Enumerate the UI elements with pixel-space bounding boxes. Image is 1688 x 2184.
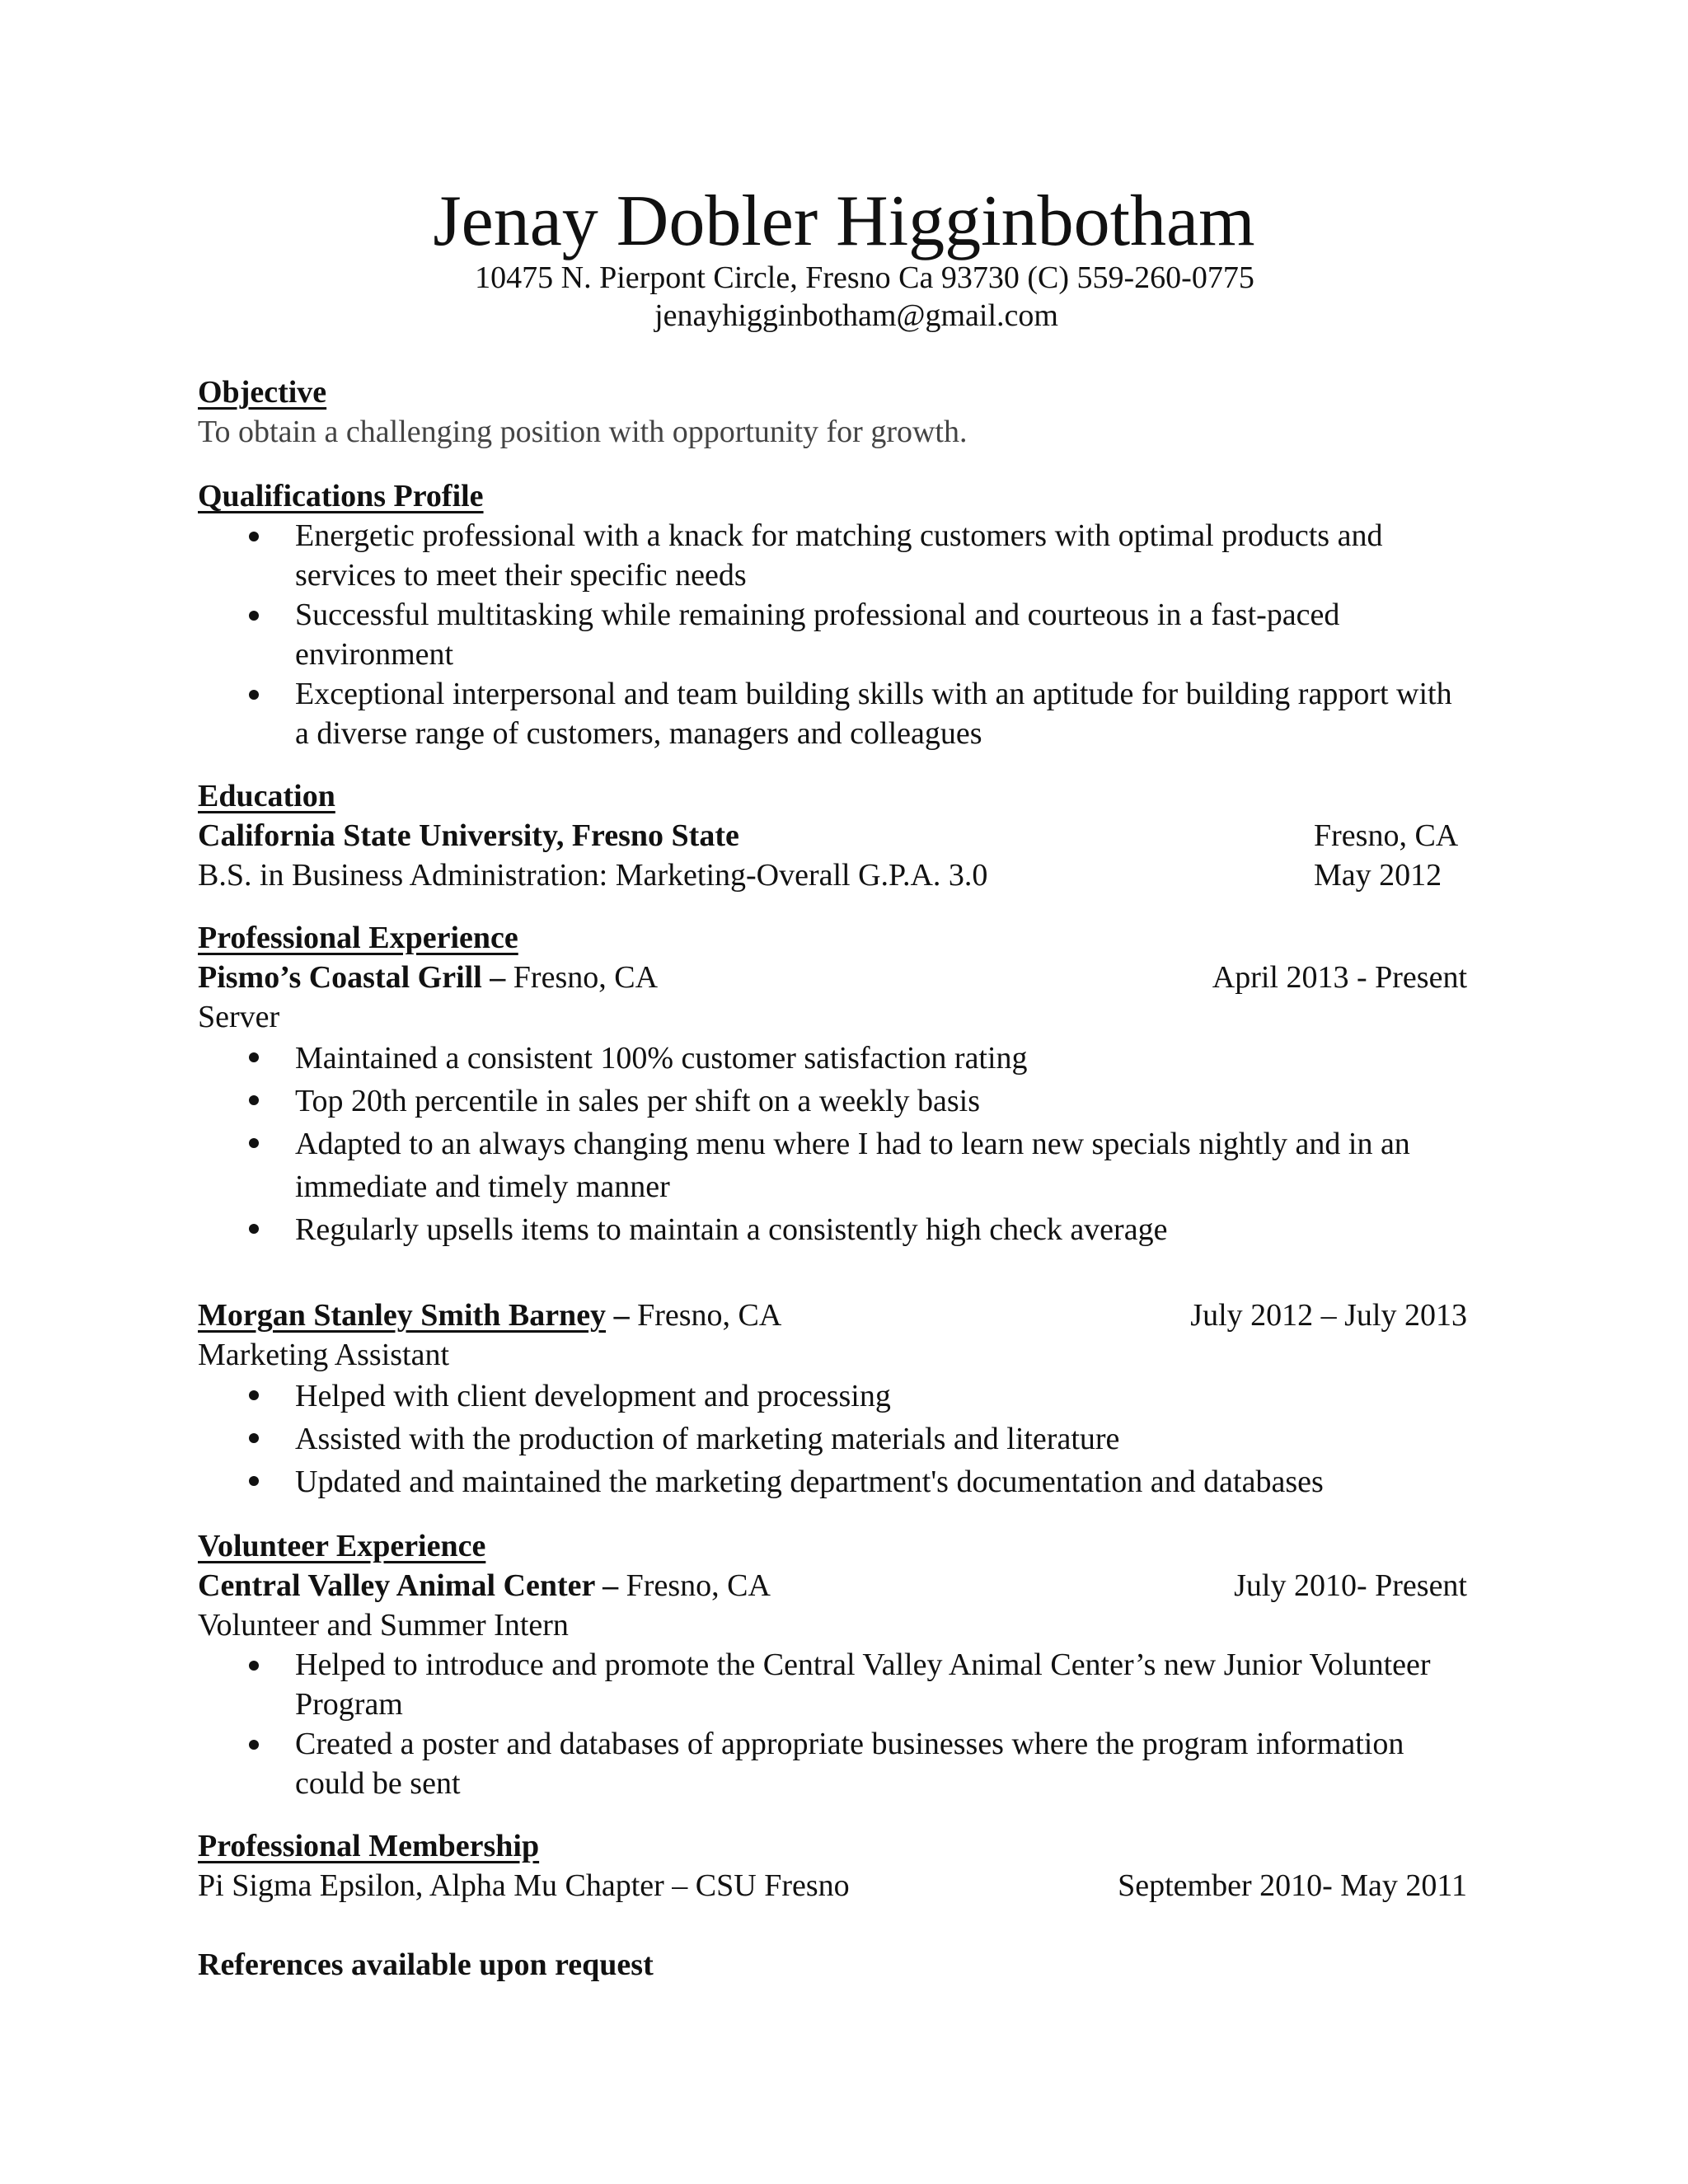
education-degree-row [198, 855, 1467, 895]
education-heading: Education [198, 779, 335, 813]
volunteer-org: Central Valley Animal Center [198, 1568, 595, 1603]
degree-text: B.S. in Business Administration: Marketing-Overall G.P.A. 3.0 [198, 858, 988, 893]
bullet-icon [249, 1661, 259, 1671]
duty-text: Adapted to an always changing menu where I had to learn new specials nightly and in an immediate and timely manner [295, 1127, 1410, 1204]
job-header-row [198, 1296, 1467, 1335]
spacer [198, 895, 1467, 918]
objective-text: To obtain a challenging position with opportunity for growth. [198, 415, 968, 449]
list-item [198, 1037, 1467, 1080]
list-item [198, 595, 1467, 674]
references-note: References available upon request [198, 1947, 654, 1982]
list-item [198, 1208, 1467, 1251]
membership-row [198, 1866, 1467, 1905]
qualifications-section [198, 476, 1467, 753]
membership-dates: September 2010- May 2011 [1118, 1868, 1467, 1903]
volunteer-duty-text: Created a poster and databases of appropriate businesses where the program information could be sent [295, 1727, 1404, 1801]
bullet-icon [249, 1740, 259, 1750]
volunteer-header-row [198, 1566, 1467, 1605]
list-item [198, 516, 1467, 595]
bullet-icon [249, 1390, 259, 1400]
bullet-icon [249, 532, 259, 541]
job-title: Marketing Assistant [198, 1338, 450, 1372]
list-item [198, 1122, 1467, 1208]
experience-heading: Professional Experience [198, 921, 518, 955]
spacer [198, 1905, 1467, 1945]
bullet-icon [249, 1224, 259, 1234]
bullet-icon [249, 690, 259, 700]
job-employer: Morgan Stanley Smith Barney [198, 1298, 607, 1333]
job-dates: April 2013 - Present [1212, 960, 1467, 995]
job-employer-line [198, 958, 658, 997]
bullet-icon [249, 1476, 259, 1486]
job-header-row [198, 958, 1467, 997]
job-dates: July 2012 – July 2013 [1190, 1298, 1467, 1333]
duty-text: Regularly upsells items to maintain a consistently high check average [295, 1212, 1168, 1247]
job-location: Fresno, CA [513, 960, 659, 995]
qualification-text: Exceptional interpersonal and team building skills with an aptitude for building rapport with a diverse range of customers, managers and colleagues [295, 677, 1452, 751]
bullet-icon [249, 1138, 259, 1148]
volunteer-title: Volunteer and Summer Intern [198, 1608, 569, 1643]
spacer [198, 1251, 1467, 1296]
duty-text: Maintained a consistent 100% customer satisfaction rating [295, 1041, 1028, 1076]
job-title: Server [198, 1000, 280, 1034]
spacer [198, 1503, 1467, 1526]
job-employer: Pismo’s Coastal Grill [198, 960, 482, 995]
candidate-name: Jenay Dobler Higginbotham [433, 181, 1255, 261]
education-section [198, 776, 1467, 895]
duty-text: Assisted with the production of marketing materials and literature [295, 1422, 1120, 1456]
duty-text: Top 20th percentile in sales per shift on a weekly basis [295, 1084, 981, 1118]
school-name: California State University, Fresno State [198, 818, 739, 853]
job-separator: – [606, 1298, 638, 1333]
graduation-date: May 2012 [1314, 858, 1442, 893]
spacer [198, 452, 1467, 476]
job-location: Fresno, CA [637, 1298, 782, 1333]
volunteer-org-line [198, 1566, 771, 1605]
list-item [198, 1080, 1467, 1122]
job-duties-list [198, 1375, 1467, 1503]
job-separator: – [481, 960, 513, 995]
address-phone-line: 10475 N. Pierpont Circle, Fresno Ca 93730 (C) 559-260-0775 [475, 260, 1254, 295]
list-item [198, 1645, 1467, 1724]
school-location: Fresno, CA [1314, 818, 1459, 853]
duty-text: Updated and maintained the marketing department's documentation and databases [295, 1465, 1324, 1499]
volunteer-dates: July 2010- Present [1234, 1568, 1467, 1603]
list-item [198, 674, 1467, 753]
email-line: jenayhigginbotham@gmail.com [654, 298, 1058, 333]
volunteer-separator: – [594, 1568, 626, 1603]
volunteer-duty-text: Helped to introduce and promote the Central Valley Animal Center’s new Junior Volunteer Program [295, 1647, 1431, 1722]
membership-heading: Professional Membership [198, 1829, 540, 1863]
qualification-text: Energetic professional with a knack for matching customers with optimal products and services to meet their specific needs [295, 518, 1383, 593]
list-item [198, 1460, 1467, 1503]
spacer [198, 753, 1467, 776]
membership-section [198, 1826, 1467, 1905]
bullet-icon [249, 1095, 259, 1105]
qualifications-list [198, 516, 1467, 753]
bullet-icon [249, 1052, 259, 1062]
spacer [198, 1803, 1467, 1826]
job-employer-line [198, 1296, 781, 1335]
resume-body [198, 373, 1467, 1985]
membership-org: Pi Sigma Epsilon, Alpha Mu Chapter – CSU Fresno [198, 1868, 850, 1903]
bullet-icon [249, 611, 259, 621]
duty-text: Helped with client development and processing [295, 1379, 891, 1413]
list-item [198, 1418, 1467, 1460]
list-item [198, 1375, 1467, 1418]
qualification-text: Successful multitasking while remaining professional and courteous in a fast-paced environment [295, 598, 1340, 672]
job-duties-list [198, 1037, 1467, 1251]
objective-heading: Objective [198, 375, 327, 410]
bullet-icon [249, 1433, 259, 1443]
list-item [198, 1724, 1467, 1803]
qualifications-heading: Qualifications Profile [198, 479, 484, 513]
volunteer-location: Fresno, CA [626, 1568, 771, 1603]
volunteer-duties-list [198, 1645, 1467, 1803]
volunteer-heading: Volunteer Experience [198, 1529, 486, 1563]
education-school-row [198, 816, 1467, 855]
objective-section [198, 373, 1467, 452]
experience-section [198, 918, 1467, 1503]
volunteer-section [198, 1526, 1467, 1803]
